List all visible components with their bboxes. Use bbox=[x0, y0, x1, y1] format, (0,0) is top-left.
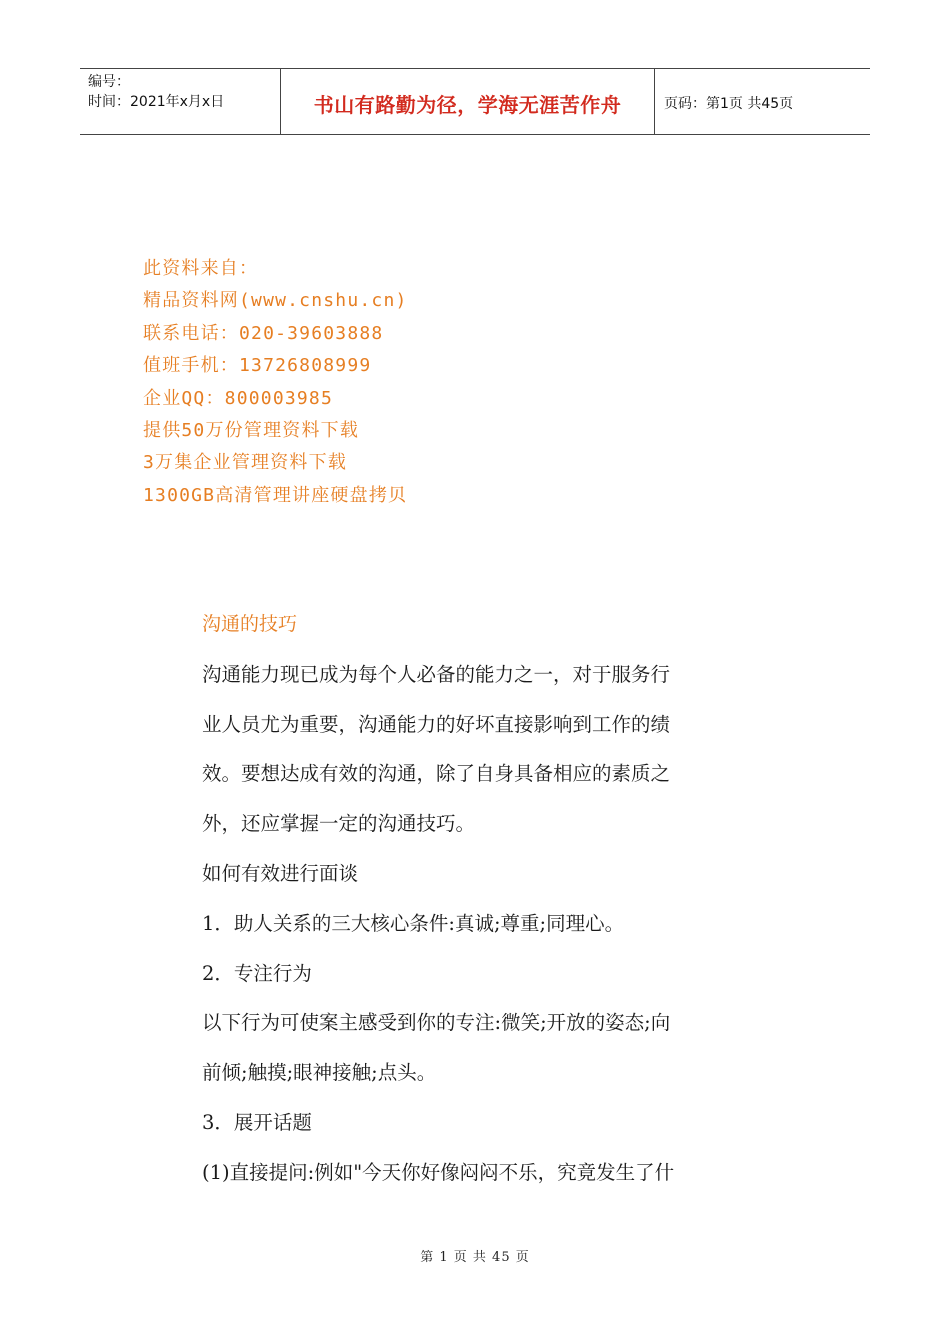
source-offer-2: 3万集企业管理资料下载 bbox=[143, 452, 348, 474]
source-website: 精品资料网(www.cnshu.cn) bbox=[143, 290, 408, 312]
paragraph-line: 外，还应掌握一定的沟通技巧。 bbox=[202, 812, 476, 836]
list-item: 3．展开话题 bbox=[202, 1110, 312, 1134]
paragraph-line: 以下行为可使案主感受到你的专注:微笑;开放的姿态;向 bbox=[202, 1011, 671, 1035]
paragraph-line: 沟通能力现已成为每个人必备的能力之一，对于服务行 bbox=[202, 662, 671, 686]
page-footer: 第 1 页 共 45 页 bbox=[420, 1250, 530, 1265]
section-heading: 如何有效进行面谈 bbox=[202, 861, 359, 885]
source-qq: 企业QQ：800003985 bbox=[143, 387, 334, 409]
source-heading: 此资料来自： bbox=[143, 258, 259, 279]
paragraph-line: (1)直接提问:例如"今天你好像闷闷不乐，究竟发生了什 bbox=[202, 1160, 675, 1184]
header-meta bbox=[80, 69, 281, 134]
article-title: 沟通的技巧 bbox=[202, 613, 298, 635]
list-item: 1．助人关系的三大核心条件:真诚;尊重;同理心。 bbox=[202, 911, 625, 935]
header-page-cell bbox=[655, 69, 870, 134]
paragraph-line: 业人员尤为重要，沟通能力的好坏直接影响到工作的绩 bbox=[202, 712, 671, 736]
source-mobile: 值班手机：13726808999 bbox=[143, 355, 372, 377]
paragraph-line: 前倾;触摸;眼神接触;点头。 bbox=[202, 1061, 437, 1085]
page-header bbox=[80, 68, 870, 135]
header-motto-cell bbox=[281, 69, 655, 134]
source-phone: 联系电话：020-39603888 bbox=[143, 322, 384, 344]
list-item: 2．专注行为 bbox=[202, 961, 312, 985]
serial-number-label: 编号： bbox=[88, 74, 130, 90]
header-page-info: 页码：第1页 共45页 bbox=[664, 95, 794, 112]
date-label: 时间：2021年x月x日 bbox=[88, 94, 225, 110]
source-offer-3: 1300GB高清管理讲座硬盘拷贝 bbox=[143, 484, 408, 506]
article-body bbox=[202, 600, 762, 1198]
source-offer-1: 提供50万份管理资料下载 bbox=[143, 420, 360, 442]
header-motto: 书山有路勤为径，学海无涯苦作舟 bbox=[313, 93, 622, 117]
paragraph-line: 效。要想达成有效的沟通，除了自身具备相应的素质之 bbox=[202, 762, 671, 786]
source-info-block bbox=[143, 253, 408, 512]
